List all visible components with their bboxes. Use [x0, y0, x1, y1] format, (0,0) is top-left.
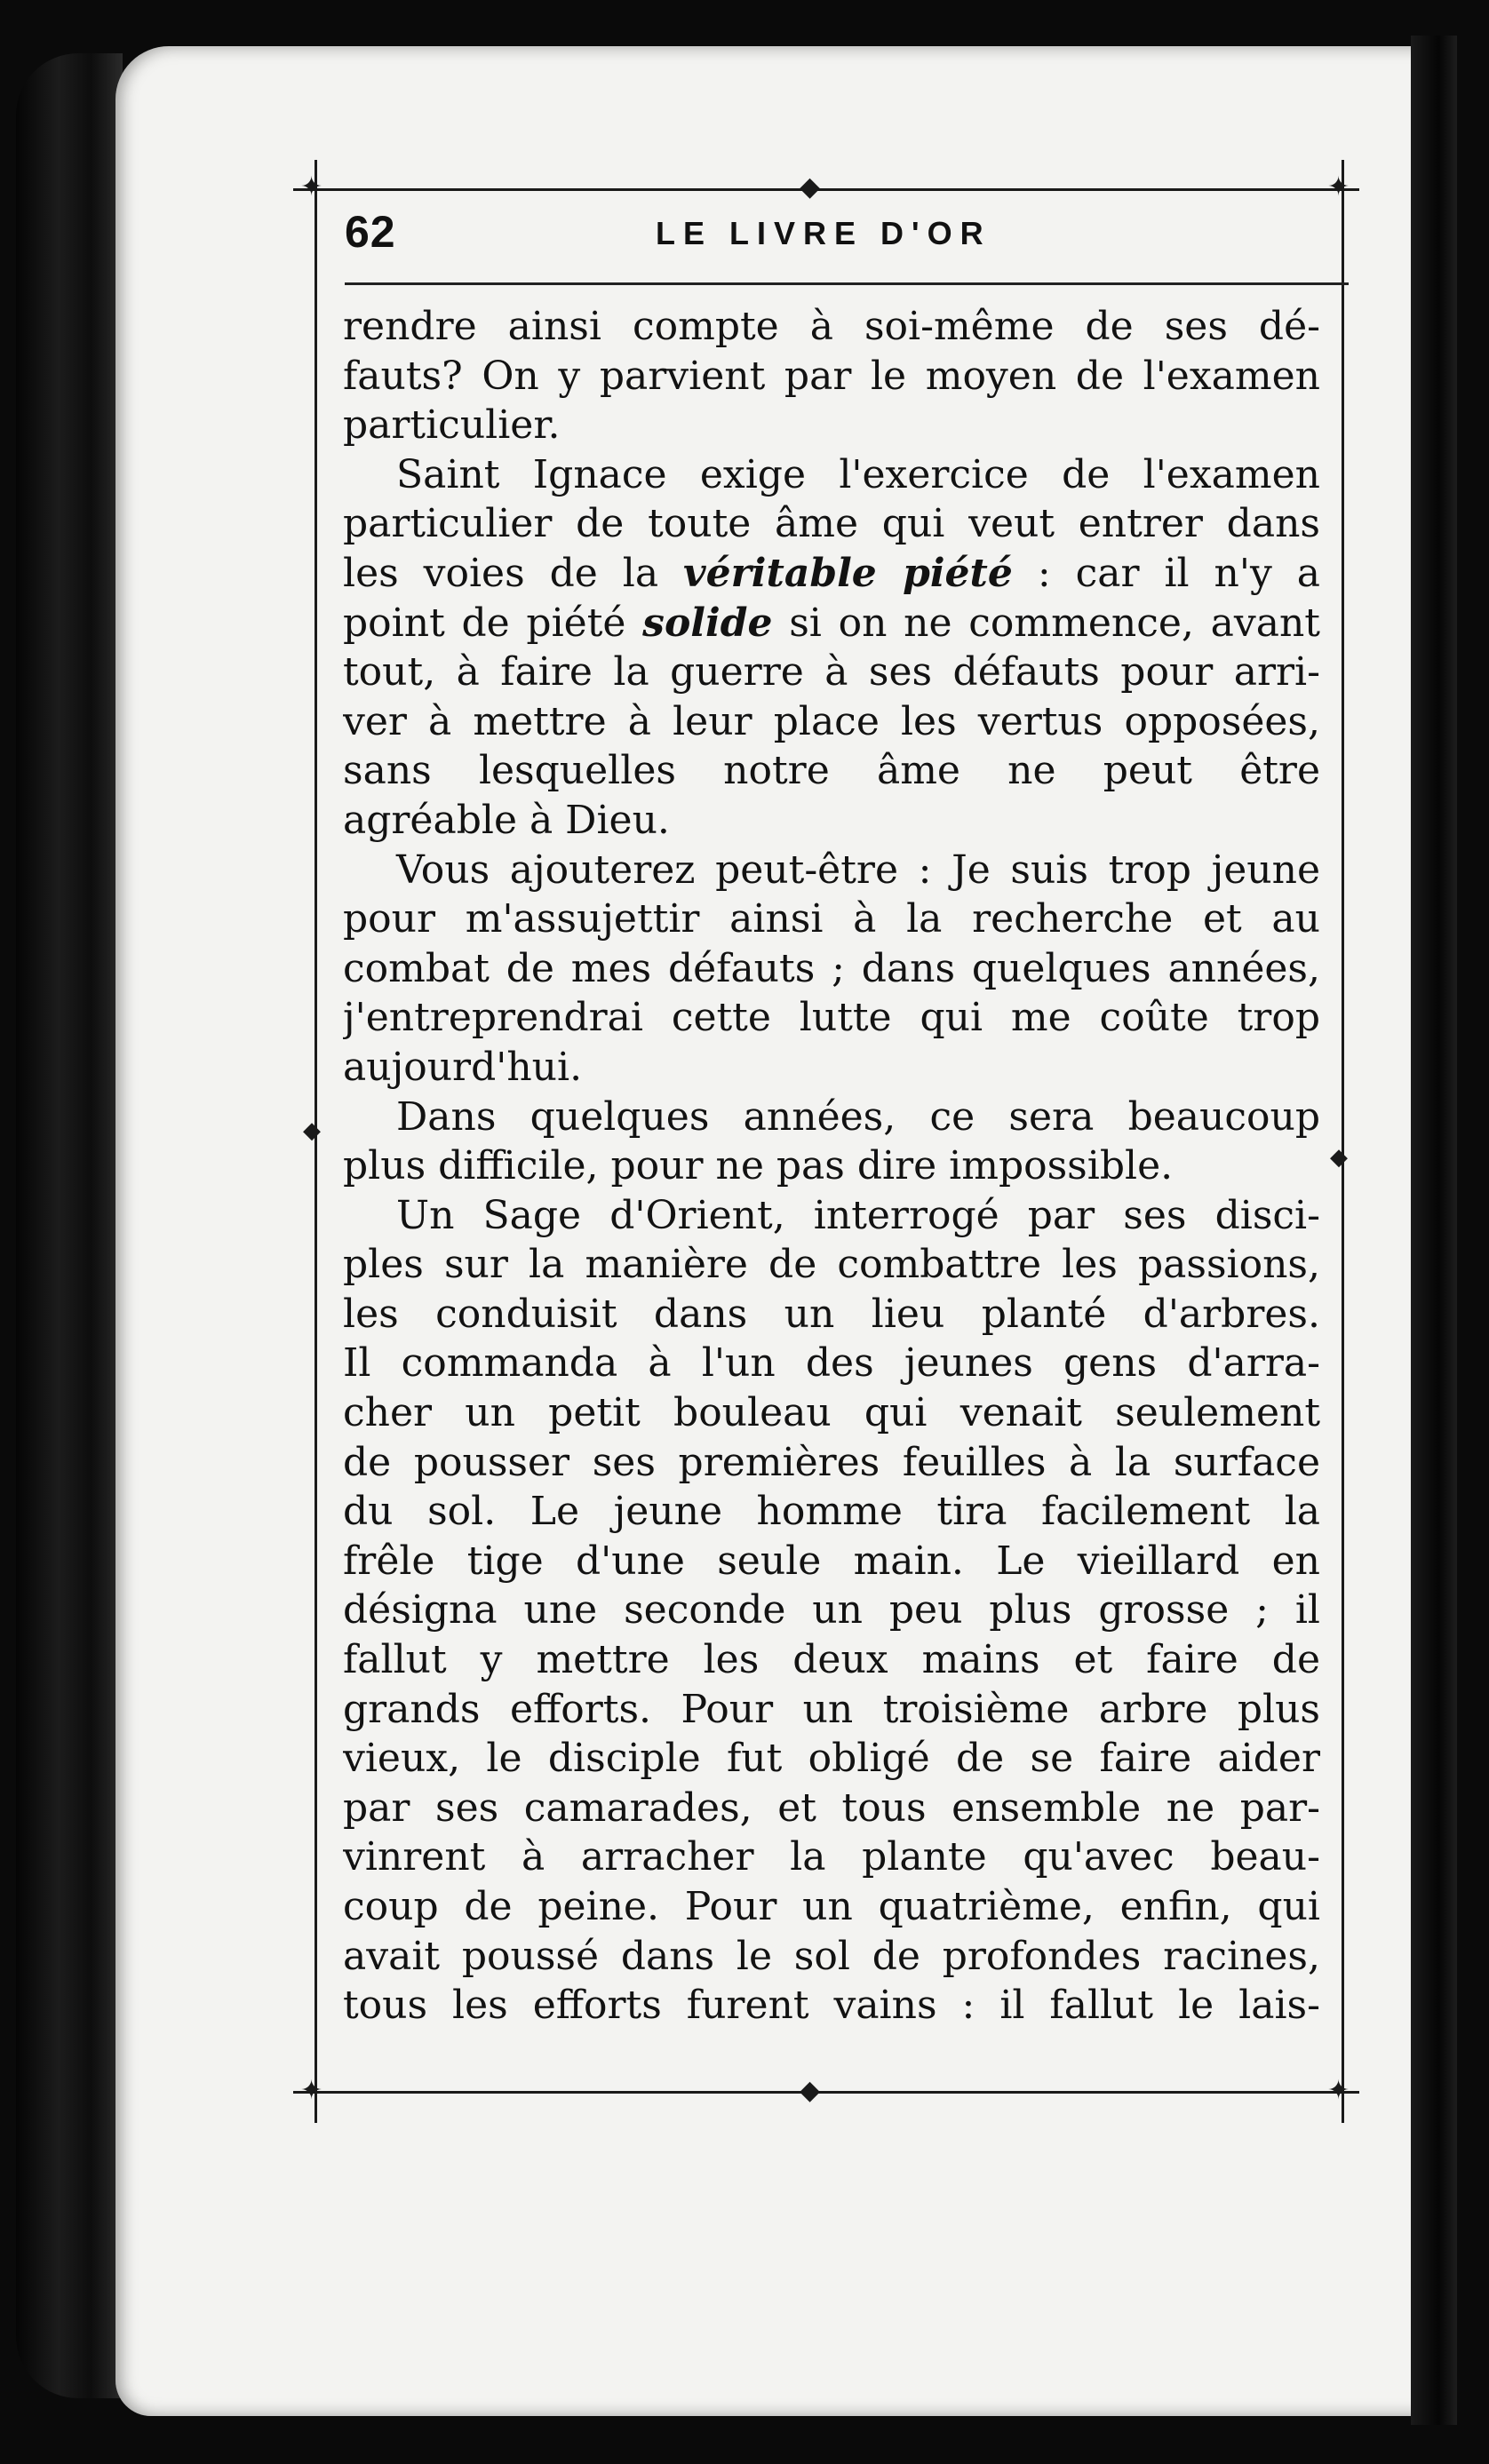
facing-page-edge — [1411, 36, 1457, 2425]
text-run: j'entreprendrai cette lutte qui me coûte trop — [343, 995, 1320, 1041]
text-line — [343, 499, 1320, 549]
text-run: ples sur la manière de combattre les passions, — [343, 1242, 1320, 1288]
text-line — [343, 1882, 1320, 1932]
text-run: avait poussé dans le sol de profondes racines, — [343, 1933, 1320, 1979]
text-run: tous les efforts furent vains : il fallut le lais- — [343, 1983, 1320, 2029]
text-run: particulier de toute âme qui veut entrer dans — [343, 501, 1320, 547]
text-line — [343, 1487, 1320, 1537]
text-line — [343, 549, 1320, 599]
text-line — [343, 1734, 1320, 1784]
text-line — [343, 993, 1320, 1043]
text-line — [343, 894, 1320, 944]
text-line — [343, 450, 1320, 500]
text-line — [343, 1586, 1320, 1635]
text-run: désigna une seconde un peu plus grosse ; il — [343, 1587, 1320, 1633]
right-middle-ornament-icon: ◆ — [1330, 1144, 1348, 1171]
text-run: Il commanda à l'un des jeunes gens d'arra- — [343, 1340, 1320, 1387]
text-run: cher un petit bouleau qui venait seulement — [343, 1390, 1320, 1436]
emphasized-text: solide — [642, 600, 773, 646]
text-run: par ses camarades, et tous ensemble ne par- — [343, 1784, 1320, 1831]
text-line — [343, 796, 1320, 846]
top-right-ornament-icon: ✦ — [1327, 171, 1350, 203]
text-line — [343, 401, 1320, 450]
bottom-right-ornament-icon: ✦ — [1327, 2075, 1350, 2106]
text-run: aujourd'hui. — [343, 1044, 583, 1090]
text-run: sans lesquelles notre âme ne peut être — [343, 748, 1320, 794]
text-run: : car il n'y a — [1012, 550, 1320, 596]
text-line — [343, 648, 1320, 697]
text-line — [343, 1240, 1320, 1290]
bottom-left-ornament-icon: ✦ — [300, 2075, 323, 2106]
text-line — [343, 1339, 1320, 1388]
text-line — [343, 1685, 1320, 1735]
text-run: Saint Ignace exige l'exercice de l'examen — [396, 451, 1320, 497]
text-line — [343, 1043, 1320, 1093]
frame-top-rule — [293, 188, 1359, 191]
text-line — [343, 599, 1320, 648]
text-run: si on ne commence, avant — [772, 600, 1320, 646]
text-run: vinrent à arracher la plante qu'avec beau- — [343, 1834, 1320, 1880]
text-run: plus difficile, pour ne pas dire impossible. — [343, 1143, 1174, 1189]
text-line — [343, 944, 1320, 994]
text-line — [343, 302, 1320, 352]
text-line — [343, 1784, 1320, 1833]
top-left-ornament-icon: ✦ — [300, 171, 323, 203]
text-line — [343, 1191, 1320, 1241]
left-middle-ornament-icon: ◆ — [303, 1117, 321, 1144]
text-run: grands efforts. Pour un troisième arbre plus — [343, 1686, 1320, 1732]
text-line — [343, 1388, 1320, 1438]
text-line — [343, 1141, 1320, 1191]
text-run: rendre ainsi compte à soi-même de ses dé- — [343, 304, 1320, 349]
text-run: Dans quelques années, ce sera beaucoup — [396, 1093, 1320, 1140]
text-run: fallut y mettre les deux mains et faire de — [343, 1637, 1320, 1683]
body-text — [343, 302, 1320, 2031]
text-line — [343, 846, 1320, 895]
text-line — [343, 1981, 1320, 2031]
text-run: les conduisit dans un lieu planté d'arbres. — [343, 1291, 1320, 1337]
emphasized-text: véritable piété — [683, 550, 1013, 596]
text-run: du sol. Le jeune homme tira facilement la — [343, 1489, 1320, 1535]
top-center-ornament-icon: ◆ — [800, 171, 821, 203]
frame-bottom-rule — [293, 2091, 1359, 2094]
text-run: les voies de la — [343, 550, 684, 596]
text-line — [343, 1832, 1320, 1882]
text-run: frêle tige d'une seule main. Le vieillard en — [343, 1538, 1320, 1584]
header-rule — [345, 282, 1349, 285]
frame-right-rule — [1342, 160, 1344, 2123]
text-run: vieux, le disciple fut obligé de se faire aider — [343, 1736, 1320, 1782]
text-line — [343, 1635, 1320, 1685]
text-run: point de piété — [343, 600, 643, 646]
text-line — [343, 1438, 1320, 1488]
text-line — [343, 746, 1320, 796]
text-run: pour m'assujettir ainsi à la recherche et au — [343, 896, 1320, 942]
bottom-center-ornament-icon: ◆ — [800, 2075, 821, 2106]
book-spine — [16, 53, 123, 2398]
text-run: particulier. — [343, 402, 561, 449]
page-header — [345, 206, 1349, 268]
text-run: ver à mettre à leur place les vertus opposées, — [343, 698, 1320, 744]
running-head: LE LIVRE D'OR — [656, 215, 991, 251]
text-line — [343, 352, 1320, 401]
text-run: de pousser ses premières feuilles à la surface — [343, 1439, 1320, 1485]
text-run: combat de mes défauts ; dans quelques années, — [343, 945, 1320, 991]
text-run: tout, à faire la guerre à ses défauts pour arri- — [343, 649, 1320, 695]
page-number: 62 — [345, 207, 396, 257]
text-run: coup de peine. Pour un quatrième, enfin, qui — [343, 1884, 1320, 1929]
text-line — [343, 1093, 1320, 1142]
text-run: Vous ajouterez peut-être : Je suis trop jeune — [396, 847, 1320, 893]
text-run: Un Sage d'Orient, interrogé par ses disci- — [396, 1192, 1320, 1238]
text-line — [343, 1932, 1320, 1982]
text-run: agréable à Dieu. — [343, 797, 670, 843]
text-line — [343, 1290, 1320, 1339]
text-line — [343, 1537, 1320, 1586]
text-line — [343, 697, 1320, 747]
text-run: fauts? On y parvient par le moyen de l'examen — [343, 353, 1320, 399]
